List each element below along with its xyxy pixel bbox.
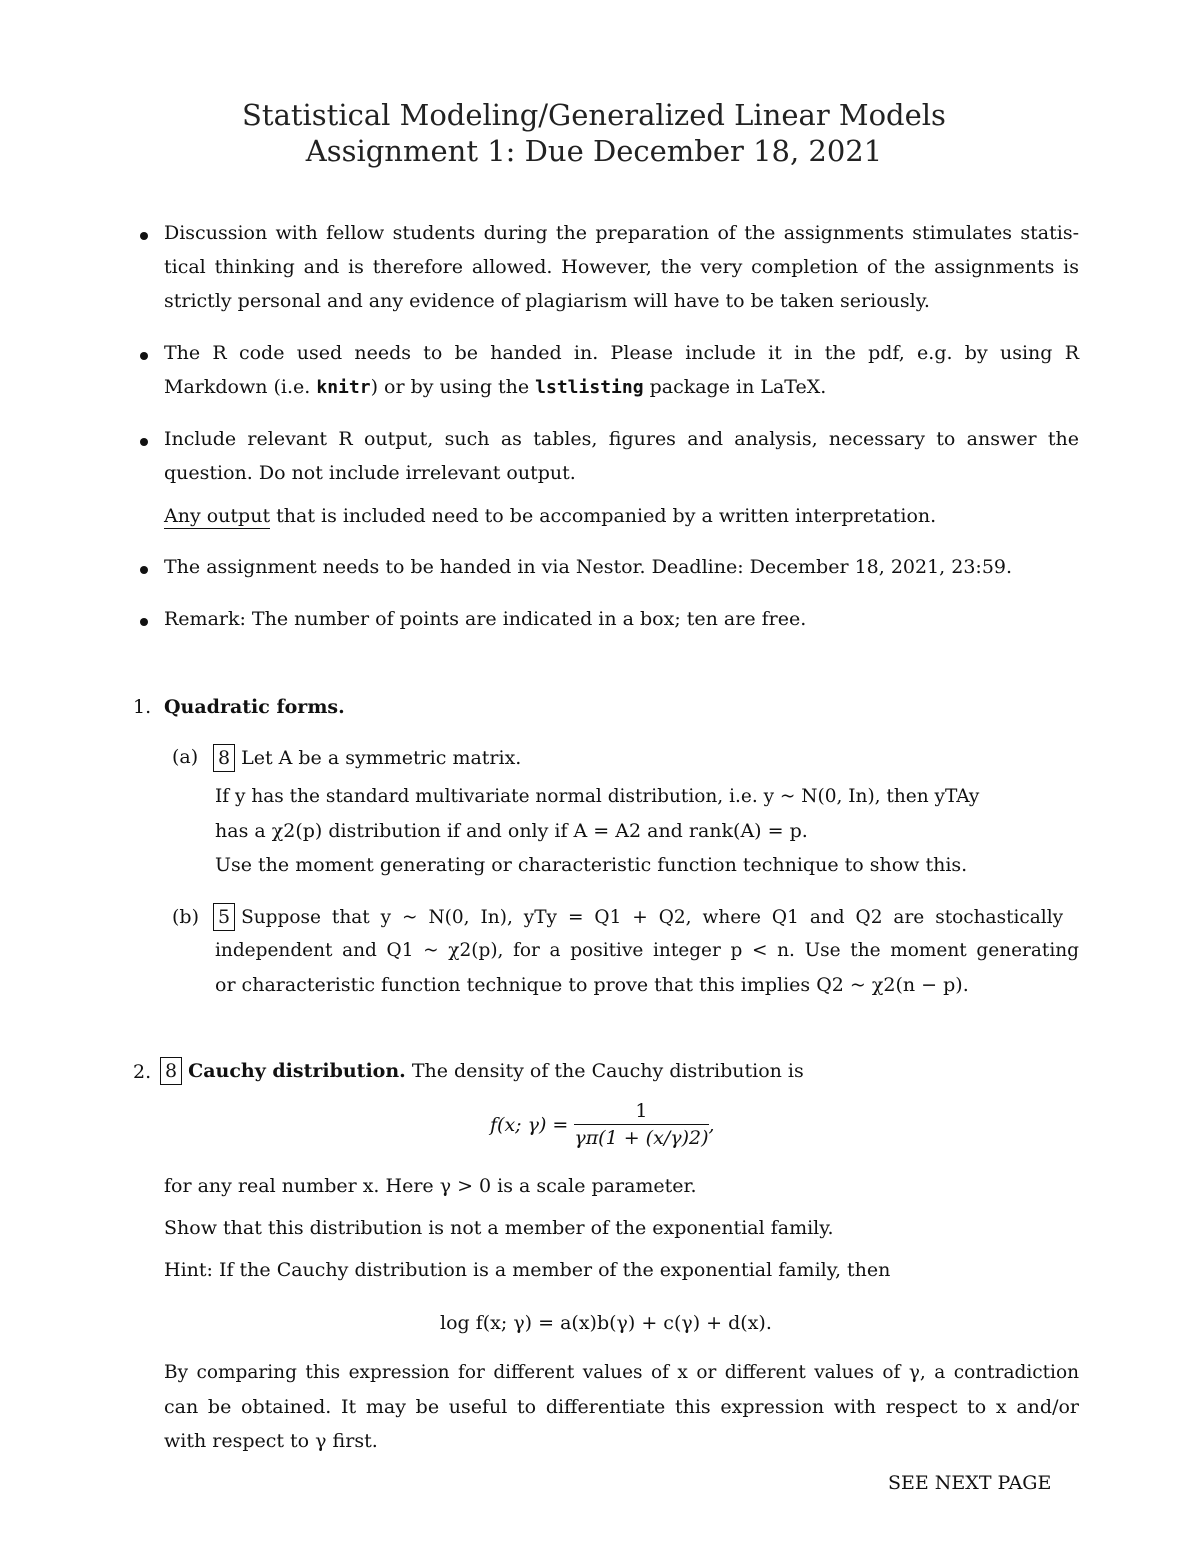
formula-end: , bbox=[708, 1113, 715, 1136]
bullet-dot bbox=[140, 566, 148, 574]
q1a-line-2: If y has the standard multivariate normal distribution, i.e. y ~ N(0, In), then yTAy bbox=[215, 786, 980, 807]
q2-line-real: for any real number x. Here γ > 0 is a scale parameter. bbox=[164, 1175, 697, 1197]
rule-2-line-2 bbox=[164, 376, 826, 398]
formula-lhs: f(x; γ) = bbox=[490, 1113, 569, 1136]
rule-3-line-1: Include relevant R output, such as tables, figures and analysis, necessary to answer the bbox=[164, 428, 1079, 450]
latex-logo: LaTeX bbox=[760, 376, 821, 398]
rule-2-text-end: . bbox=[820, 376, 827, 398]
q1b-row bbox=[213, 903, 1063, 931]
rule-5: Remark: The number of points are indicated in a box; ten are free. bbox=[164, 608, 807, 630]
bullet-dot bbox=[140, 352, 148, 360]
rule-1-line-1: Discussion with fellow students during the preparation of the assignments stimulates statis- bbox=[164, 222, 1079, 244]
fraction-numerator: 1 bbox=[574, 1100, 708, 1125]
rule-1-line-3: strictly personal and any evidence of plagiarism will have to be taken seriously. bbox=[164, 290, 930, 312]
page-subtitle: Assignment 1: Due December 18, 2021 bbox=[305, 134, 883, 168]
bullet-dot bbox=[140, 618, 148, 626]
bullet-dot bbox=[140, 232, 148, 240]
underlined-text: Any output bbox=[164, 505, 271, 527]
exp-family-formula: log f(x; γ) = a(x)b(γ) + c(γ) + d(x). bbox=[440, 1312, 772, 1334]
q1a-line-4: Use the moment generating or characteristic function technique to show this. bbox=[215, 854, 968, 876]
q1b-line-3: or characteristic function technique to prove that this implies Q2 ~ χ2(n − p). bbox=[215, 974, 969, 996]
q1b-line-1: Suppose that y ~ N(0, In), yTy = Q1 + Q2, where Q1 and Q2 are stochastically bbox=[241, 907, 1064, 928]
points-box: 8 bbox=[160, 1057, 182, 1085]
fraction-denominator: γπ(1 + (x/γ)2) bbox=[574, 1127, 709, 1149]
q2-line-hint: Hint: If the Cauchy distribution is a member of the exponential family, then bbox=[164, 1259, 891, 1281]
rule-3-line-2: question. Do not include irrelevant output. bbox=[164, 462, 576, 484]
rule-2-line-1: The R code used needs to be handed in. Please include it in the pdf, e.g. by using R bbox=[164, 342, 1079, 364]
q2-intro: The density of the Cauchy distribution is bbox=[411, 1060, 804, 1082]
page-title: Statistical Modeling/Generalized Linear Models bbox=[242, 98, 946, 132]
q1b-line-2: independent and Q1 ~ χ2(p), for a positive integer p < n. Use the moment generating bbox=[215, 940, 1079, 961]
rule-2-text-b: ) or by using the bbox=[370, 376, 536, 398]
q2-para-line-2: can be obtained. It may be useful to differentiate this expression with respect to x and/or bbox=[164, 1396, 1079, 1418]
q1a-label: (a) bbox=[172, 746, 199, 768]
rule-2-text-c: package in bbox=[643, 376, 761, 398]
code-knitr: knitr bbox=[316, 377, 371, 398]
q1a-row bbox=[213, 744, 521, 772]
bullet-dot bbox=[140, 438, 148, 446]
rule-4: The assignment needs to be handed in via Nestor. Deadline: December 18, 2021, 23:59. bbox=[164, 556, 1013, 578]
rule-3-line-3 bbox=[164, 505, 936, 527]
rule-1-line-2: tical thinking and is therefore allowed. However, the very completion of the assignments is bbox=[164, 256, 1079, 278]
see-next-page: SEE NEXT PAGE bbox=[888, 1472, 1052, 1494]
code-lstlisting: lstlisting bbox=[535, 377, 644, 398]
question-2-number: 2. bbox=[133, 1061, 152, 1083]
q2-line-show: Show that this distribution is not a member of the exponential family. bbox=[164, 1217, 834, 1239]
points-box: 8 bbox=[213, 744, 235, 772]
points-box: 5 bbox=[213, 903, 235, 931]
cauchy-formula bbox=[490, 1100, 715, 1149]
question-1-number: 1. bbox=[133, 696, 152, 718]
question-1-title: Quadratic forms. bbox=[164, 696, 345, 718]
q2-para-line-1: By comparing this expression for different values of x or different values of γ, a contradiction bbox=[164, 1362, 1079, 1383]
q1a-line-3: has a χ2(p) distribution if and only if A = A2 and rank(A) = p. bbox=[215, 820, 808, 842]
q1b-label: (b) bbox=[172, 906, 199, 928]
rule-3-line-3-rest: that is included need to be accompanied by a written interpretation. bbox=[270, 505, 937, 527]
fraction bbox=[574, 1100, 708, 1149]
q2-para-line-3: with respect to γ first. bbox=[164, 1430, 378, 1452]
rule-2-text-a: Markdown (i.e. bbox=[164, 376, 317, 398]
q2-row bbox=[160, 1057, 804, 1085]
q1a-text: Let A be a symmetric matrix. bbox=[241, 747, 522, 769]
question-2-title: Cauchy distribution. bbox=[188, 1060, 406, 1082]
